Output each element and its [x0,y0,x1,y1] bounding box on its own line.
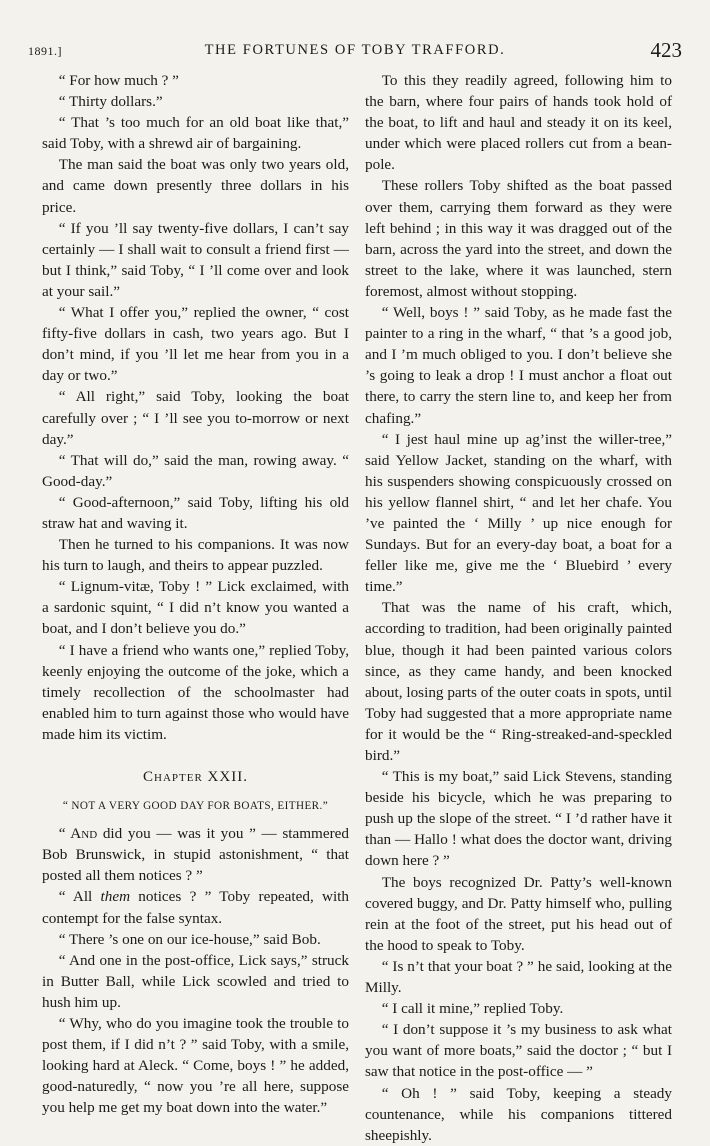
paragraph: “ That ’s too much for an old boat like that,” said Toby, with a shrewd air of bargaining. [42,114,349,153]
chapter-title: Chapter XXII. [143,769,248,785]
issue-date: 1891.] [28,44,62,58]
opening-rest: did you — was it you ” — stammered Bob Brunswick, in stupid astonishment, “ that posted all them notices ? ” [42,825,349,885]
paragraph: To this they readily agreed, following him to the barn, where four pairs of hands took hold of the boat, to lift and haul and steady it on its keel, under which were placed rollers cut from a bean-pole. [365,72,672,174]
page-number: 423 [650,38,682,62]
paragraph [42,886,349,928]
paragraph: “ I have a friend who wants one,” replied Toby, keenly enjoying the outcome of the joke, which a timely recollection of the schoolmaster had enabled him to turn against those who would have made him its victim. [42,641,349,743]
paragraph: “ I call it mine,” replied Toby. [381,1000,564,1018]
paragraph: “ What I offer you,” replied the owner, “ cost fifty-five dollars in cash, two years ago. But I don’t mind, if you ’ll let me hear from you in a day or two.” [42,304,349,385]
paragraph: “ That will do,” said the man, rowing away. “ Good-day.” [42,451,349,490]
chapter-subtitle: “ NOT A VERY GOOD DAY FOR BOATS, EITHER.” [62,800,329,813]
text-run: notices ? ” Toby repeated, with contempt for the false syntax. [42,888,350,927]
paragraph: The boys recognized Dr. Patty’s well-known covered buggy, and Dr. Patty himself who, pulling rein at the foot of the street, put his head out of the hood to speak to Toby. [365,873,672,954]
paragraph: “ I jest haul mine up ag’inst the willer-tree,” said Yellow Jacket, standing on the wharf, with his suspenders showing conspicuously crossed on his yellow flannel shirt, “ and let her chafe. You ’ve painted the ‘ Milly ’ up nice enough for Sundays. But for an every-day boat, a boat for a feller like me, give me the ‘ Bluebird ’ every time.” [365,430,672,596]
paragraph: “ Lignum-vitæ, Toby ! ” Lick exclaimed, with a sardonic squint, “ I did n’t know you wanted a boat, and I don’t believe you do.” [42,578,349,638]
paragraph: “ This is my boat,” said Lick Stevens, standing beside his bicycle, which he was preparing to push up the slope of the street. “ I ’d rather have it than — Hallo ! what does the doctor want, driving down here ? ” [365,768,672,870]
opening-words: “ And [58,825,98,843]
running-title: THE FORTUNES OF TOBY TRAFFORD. [204,42,506,58]
paragraph: “ For how much ? ” [58,72,179,89]
paragraph: “ There ’s one on our ice-house,” said Bob. [58,930,321,948]
right-column [365,70,672,1146]
paragraph: “ Well, boys ! ” said Toby, as he made fast the painter to a ring in the wharf, “ that ’s a good job, and I ’m much obliged to you. I don’t believe she ’s going to leak a drop ! I must anchor a float out there, to carry the stern line to, and keep her from chafing.” [365,304,672,427]
paragraph: The man said the boat was only two years old, and came down presently three dollars in his price. [42,156,349,216]
paragraph: “ Oh ! ” said Toby, keeping a steady countenance, while his companions tittered sheepishly. [365,1084,672,1144]
paragraph: “ I don’t suppose it ’s my business to ask what you want of more boats,” said the doctor ; “ but I saw that notice in the post-office — ” [365,1021,672,1081]
paragraph: These rollers Toby shifted as the boat passed over them, carrying them forward as they were left behind ; in this way it was dragged out of the barn, across the yard into the street, and down the street to the lake, where it was launched, stern foremost, almost without stopping. [365,177,672,300]
running-head [28,40,682,64]
paragraph: “ Thirty dollars.” [58,93,163,111]
paragraph: “ If you ’ll say twenty-five dollars, I can’t say certainly — I shall wait to consult a friend first — but I think,” said Toby, “ I ’ll come over and look at your sail.” [42,219,349,300]
paragraph: “ And one in the post-office, Lick says,” struck in Butter Ball, while Lick scowled and tried to hush him up. [42,951,349,1011]
chapter-opening-paragraph [42,823,349,886]
paragraph: Then he turned to his companions. It was now his turn to laugh, and theirs to appear puzzled. [42,536,349,575]
paragraph: “ Why, who do you imagine took the trouble to post them, if I did n’t ? ” said Toby, with a smile, looking hard at Aleck. “ Come, boys ! ” he added, good-naturedly, “ now you ’re all here, suppose you help me get my boat down into the water.” [42,1015,349,1117]
text-run: “ All [58,888,101,906]
paragraph: “ Good-afternoon,” said Toby, lifting his old straw hat and waving it. [42,493,349,532]
left-column [42,70,349,1119]
paragraph: That was the name of his craft, which, according to tradition, had been originally painted blue, though it had been painted various colors since, as they came handy, and been knocked about, losing parts of the outer coats in spots, until Toby had suggested that a more appropriate name for it would be the “ Ring-streaked-and-speckled bird.” [365,599,672,764]
paragraph: “ All right,” said Toby, looking the boat carefully over ; “ I ’ll see you to-morrow or next day.” [42,388,349,448]
italic-word: them [100,888,131,906]
paragraph: “ Is n’t that your boat ? ” he said, looking at the Milly. [365,957,672,997]
